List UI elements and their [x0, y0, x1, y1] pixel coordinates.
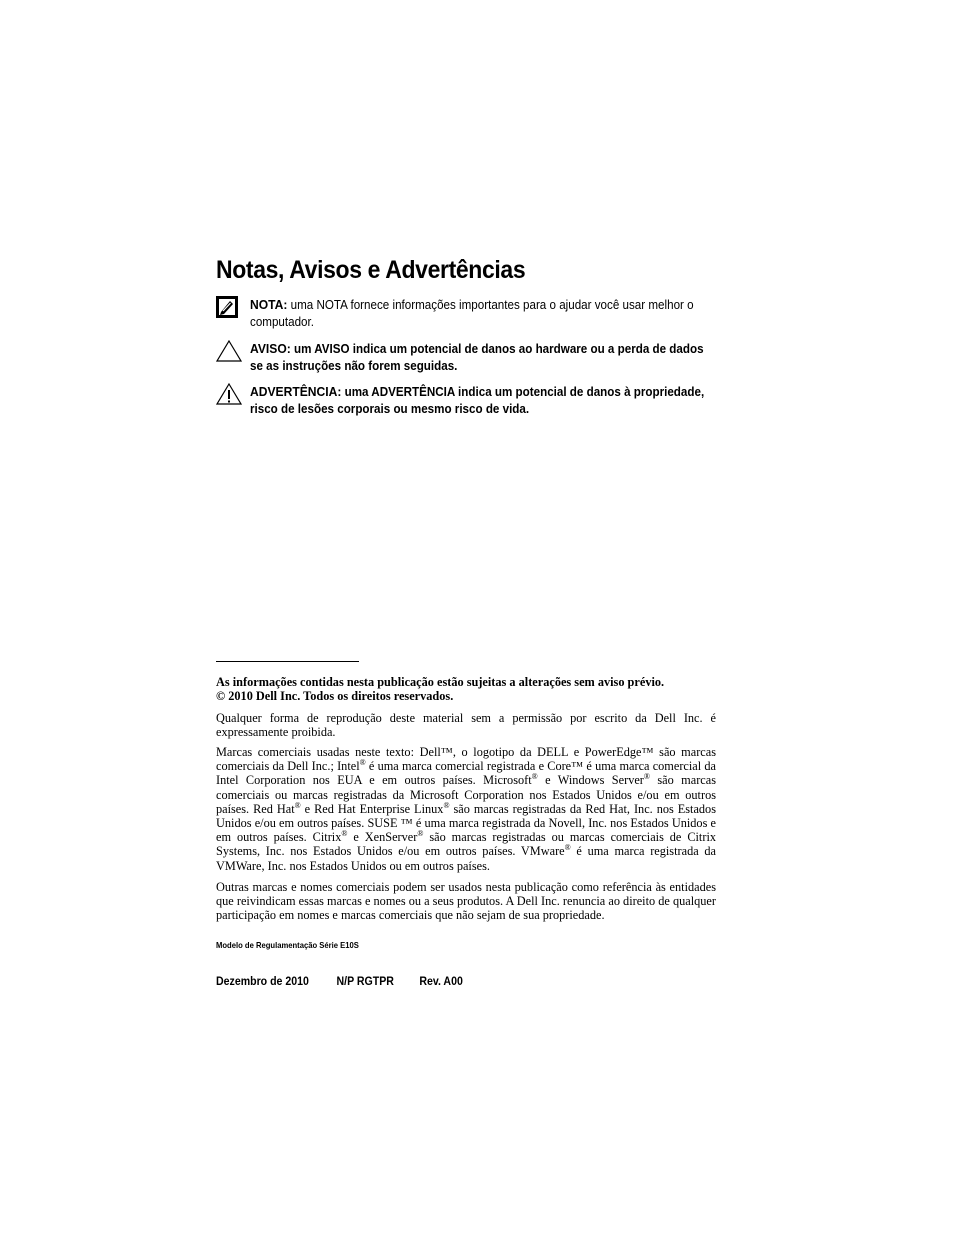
warning-text: uma ADVERTÊNCIA indica um potencial de danos à propriedade, risco de lesões corporais ou mesmo risco de vida.	[250, 385, 705, 416]
publication-notice: As informações contidas nesta publicação estão sujeitas a alterações sem aviso prévio.	[216, 675, 665, 689]
revision: Rev. A00	[419, 976, 463, 988]
page-title: Notas, Avisos e Advertências	[216, 256, 526, 284]
warning-label: ADVERTÊNCIA:	[250, 384, 342, 399]
warning-exclamation-icon	[216, 383, 240, 407]
note-notice	[216, 296, 716, 331]
regulatory-model: Modelo de Regulamentação Série E10S	[216, 940, 359, 950]
reproduction-notice: Qualquer forma de reprodução deste material sem a permissão por escrito da Dell Inc. é expressamente proibida.	[216, 711, 716, 740]
publication-date: Dezembro de 2010	[216, 976, 309, 988]
caution-notice	[216, 340, 716, 375]
note-label: NOTA:	[250, 297, 288, 312]
caution-triangle-icon	[216, 340, 240, 364]
note-text: uma NOTA fornece informações importantes para o ajudar você usar melhor o computador.	[250, 298, 694, 329]
caution-label: AVISO:	[250, 341, 291, 356]
other-trademarks-notice: Outras marcas e nomes comerciais podem ser usados nesta publicação como referência às entidades que reivindicam essas marcas e nomes ou a seus produtos. A Dell Inc. renuncia ao direito de qualquer participação em nomes e marcas comerciais que não sejam de sua propriedade.	[216, 880, 716, 923]
footnote-divider	[216, 661, 359, 662]
publication-info	[216, 675, 716, 703]
note-pencil-icon	[216, 296, 240, 320]
warning-notice	[216, 383, 716, 418]
trademarks-notice: Marcas comerciais usadas neste texto: Dell™, o logotipo da DELL e PowerEdge™ são marcas comerciais da Dell Inc.; Intel® é uma marca comercial registrada e Core™ é uma marca comercial da Intel Corporation nos EUA e em outros países. Microsoft® e Windows Server® são marcas comerciais ou marcas registradas da Microsoft Corporation nos Estados Unidos e/ou em outros países. Red Hat® e Red Hat Enterprise Linux® são marcas registradas da Red Hat, Inc. nos Estados Unidos e/ou em outros países. SUSE ™ é uma marca registrada da Novell, Inc. nos Estados Unidos e em outros países. Citrix® e XenServer® são marcas registradas ou marcas comerciais de Citrix Systems, Inc. nos Estados Unidos e/ou em outros países. VMware® é uma marca registrada da VMWare, Inc. nos Estados Unidos ou em outros países.	[216, 745, 717, 873]
part-number: N/P RGTPR	[336, 976, 394, 988]
caution-text: um AVISO indica um potencial de danos ao hardware ou a perda de dados se as instruções não forem seguidas.	[250, 342, 704, 373]
copyright: © 2010 Dell Inc. Todos os direitos reservados.	[216, 689, 454, 704]
document-footer	[216, 976, 463, 988]
